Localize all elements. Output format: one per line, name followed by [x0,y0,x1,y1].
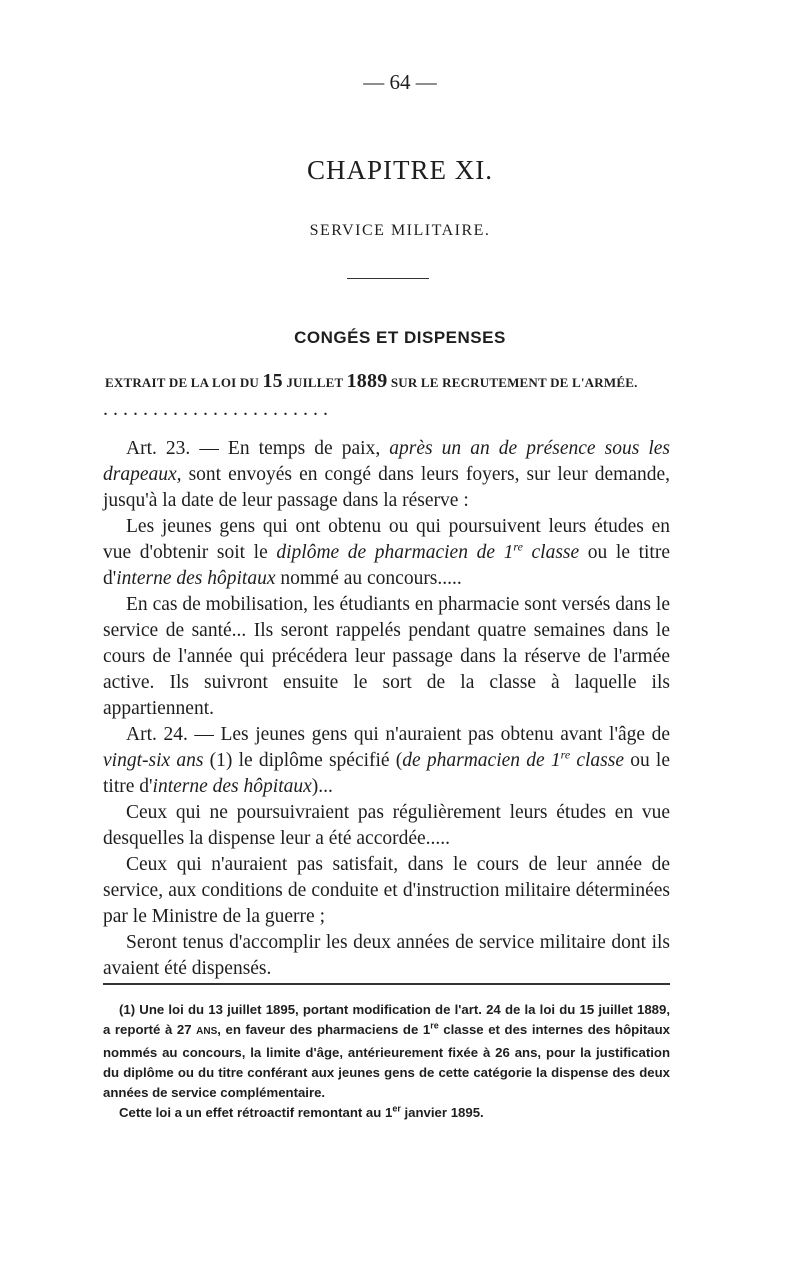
body-text [103,436,670,982]
paragraph-jeunes-gens [103,514,670,592]
page-number: — 64 — [363,70,437,94]
footnote-text-3: classe et des internes des hôpitaux nommés au concours, la limite d'âge, antérieurement fixée à 26 ans, pour la justification du diplôme ou du titre conférant aux jeunes gens de cette catégorie la dispense des deux années de service complémentaire. [103,1022,670,1101]
footnote-2 [103,1103,670,1123]
footnote-divider [103,983,670,985]
art23-italic: après un an de présence sous les drapeaux, [103,438,670,485]
paragraph-poursuivraient: Ceux qui ne poursuivraient pas régulièrement leurs études en vue desquelles la dispense leur a été accordée..... [103,802,670,849]
extract-text-2: JUILLET [282,375,347,390]
chapter-title: CHAPITRE XI. [307,155,493,185]
ellipsis-dots: . . . . . . . . . . . . . . . . . . . . . . . [103,398,328,420]
jeunes-sup: re [513,539,523,554]
art24-italic-1: vingt-six ans [103,750,204,771]
jeunes-italic-1b: classe [522,542,580,563]
paragraph-seront: Seront tenus d'accomplir les deux années de service militaire dont ils avaient été dispensés. [103,932,670,979]
extract-year: 1889 [346,370,388,392]
art24-prefix: Art. 24. — Les jeunes gens qui n'auraient pas obtenu avant l'âge de [126,724,670,745]
section-divider [347,278,429,279]
art24-text-4: )... [311,776,333,797]
footnote2-text-2: janvier 1895. [400,1105,484,1121]
extract-day: 15 [262,370,283,392]
art24-text-3: ou le titre d' [103,750,670,797]
art24-italic-2: de pharmacien de 1 [402,750,561,771]
extract-text-1: EXTRAIT DE LA LOI DU [105,375,263,390]
jeunes-text-2: ou le titre d' [103,542,670,589]
paragraph-art24 [103,722,670,800]
footnotes [103,1000,670,1124]
section-title: CONGÉS ET DISPENSES [294,328,506,347]
jeunes-italic-1: diplôme de pharmacien de 1 [276,542,514,563]
art23-rest: sont envoyés en congé dans leurs foyers, sur leur demande, jusqu'à la date de leur passage dans la réserve : [103,464,670,511]
chapter-subtitle: SERVICE MILITAIRE. [309,222,491,239]
footnote-sup: re [430,1020,439,1031]
paragraph-satisfait: Ceux qui n'auraient pas satisfait, dans le cours de leur année de service, aux conditions de conduite et d'instruction militaire déterminées par le Ministre de la guerre ; [103,854,670,927]
footnote-text-2: , en faveur des pharmaciens de 1 [217,1022,431,1038]
footnote-ans: ANS [196,1026,218,1038]
footnote2-sup: er [392,1104,401,1115]
jeunes-italic-2: interne des hôpitaux [116,568,276,589]
art24-italic-3: interne des hôpitaux [152,776,312,797]
footnote-1 [103,1000,670,1103]
paragraph-mobilisation: En cas de mobilisation, les étudiants en pharmacie sont versés dans le service de santé... Ils seront rappelés pendant quatre semaines dans le cours de l'année qui précédera leur passage dans la réserve de l'armée active. Ils suivront ensuite le sort de la classe à laquelle ils appartiennent. [103,594,670,719]
jeunes-text-1: Les jeunes gens qui ont obtenu ou qui poursuivent leurs études en vue d'obtenir soit le [103,516,670,563]
law-extract-heading [105,370,670,393]
footnote2-text-1: Cette loi a un effet rétroactif remontant au 1 [119,1105,393,1121]
paragraph-art23 [103,436,670,514]
footnote-text-1: (1) Une loi du 13 juillet 1895, portant modification de l'art. 24 de la loi du 15 juillet 1889, a reporté à 27 [103,1002,670,1038]
jeunes-text-3: nommé au concours..... [275,568,462,589]
art24-italic-2b: classe [570,750,625,771]
art23-prefix: Art. 23. — En temps de paix, [126,438,390,459]
art24-sup: re [560,747,571,762]
extract-text-3: SUR LE RECRUTEMENT DE L'ARMÉE. [387,375,638,390]
art24-text-2: (1) le diplôme spécifié ( [203,750,403,771]
